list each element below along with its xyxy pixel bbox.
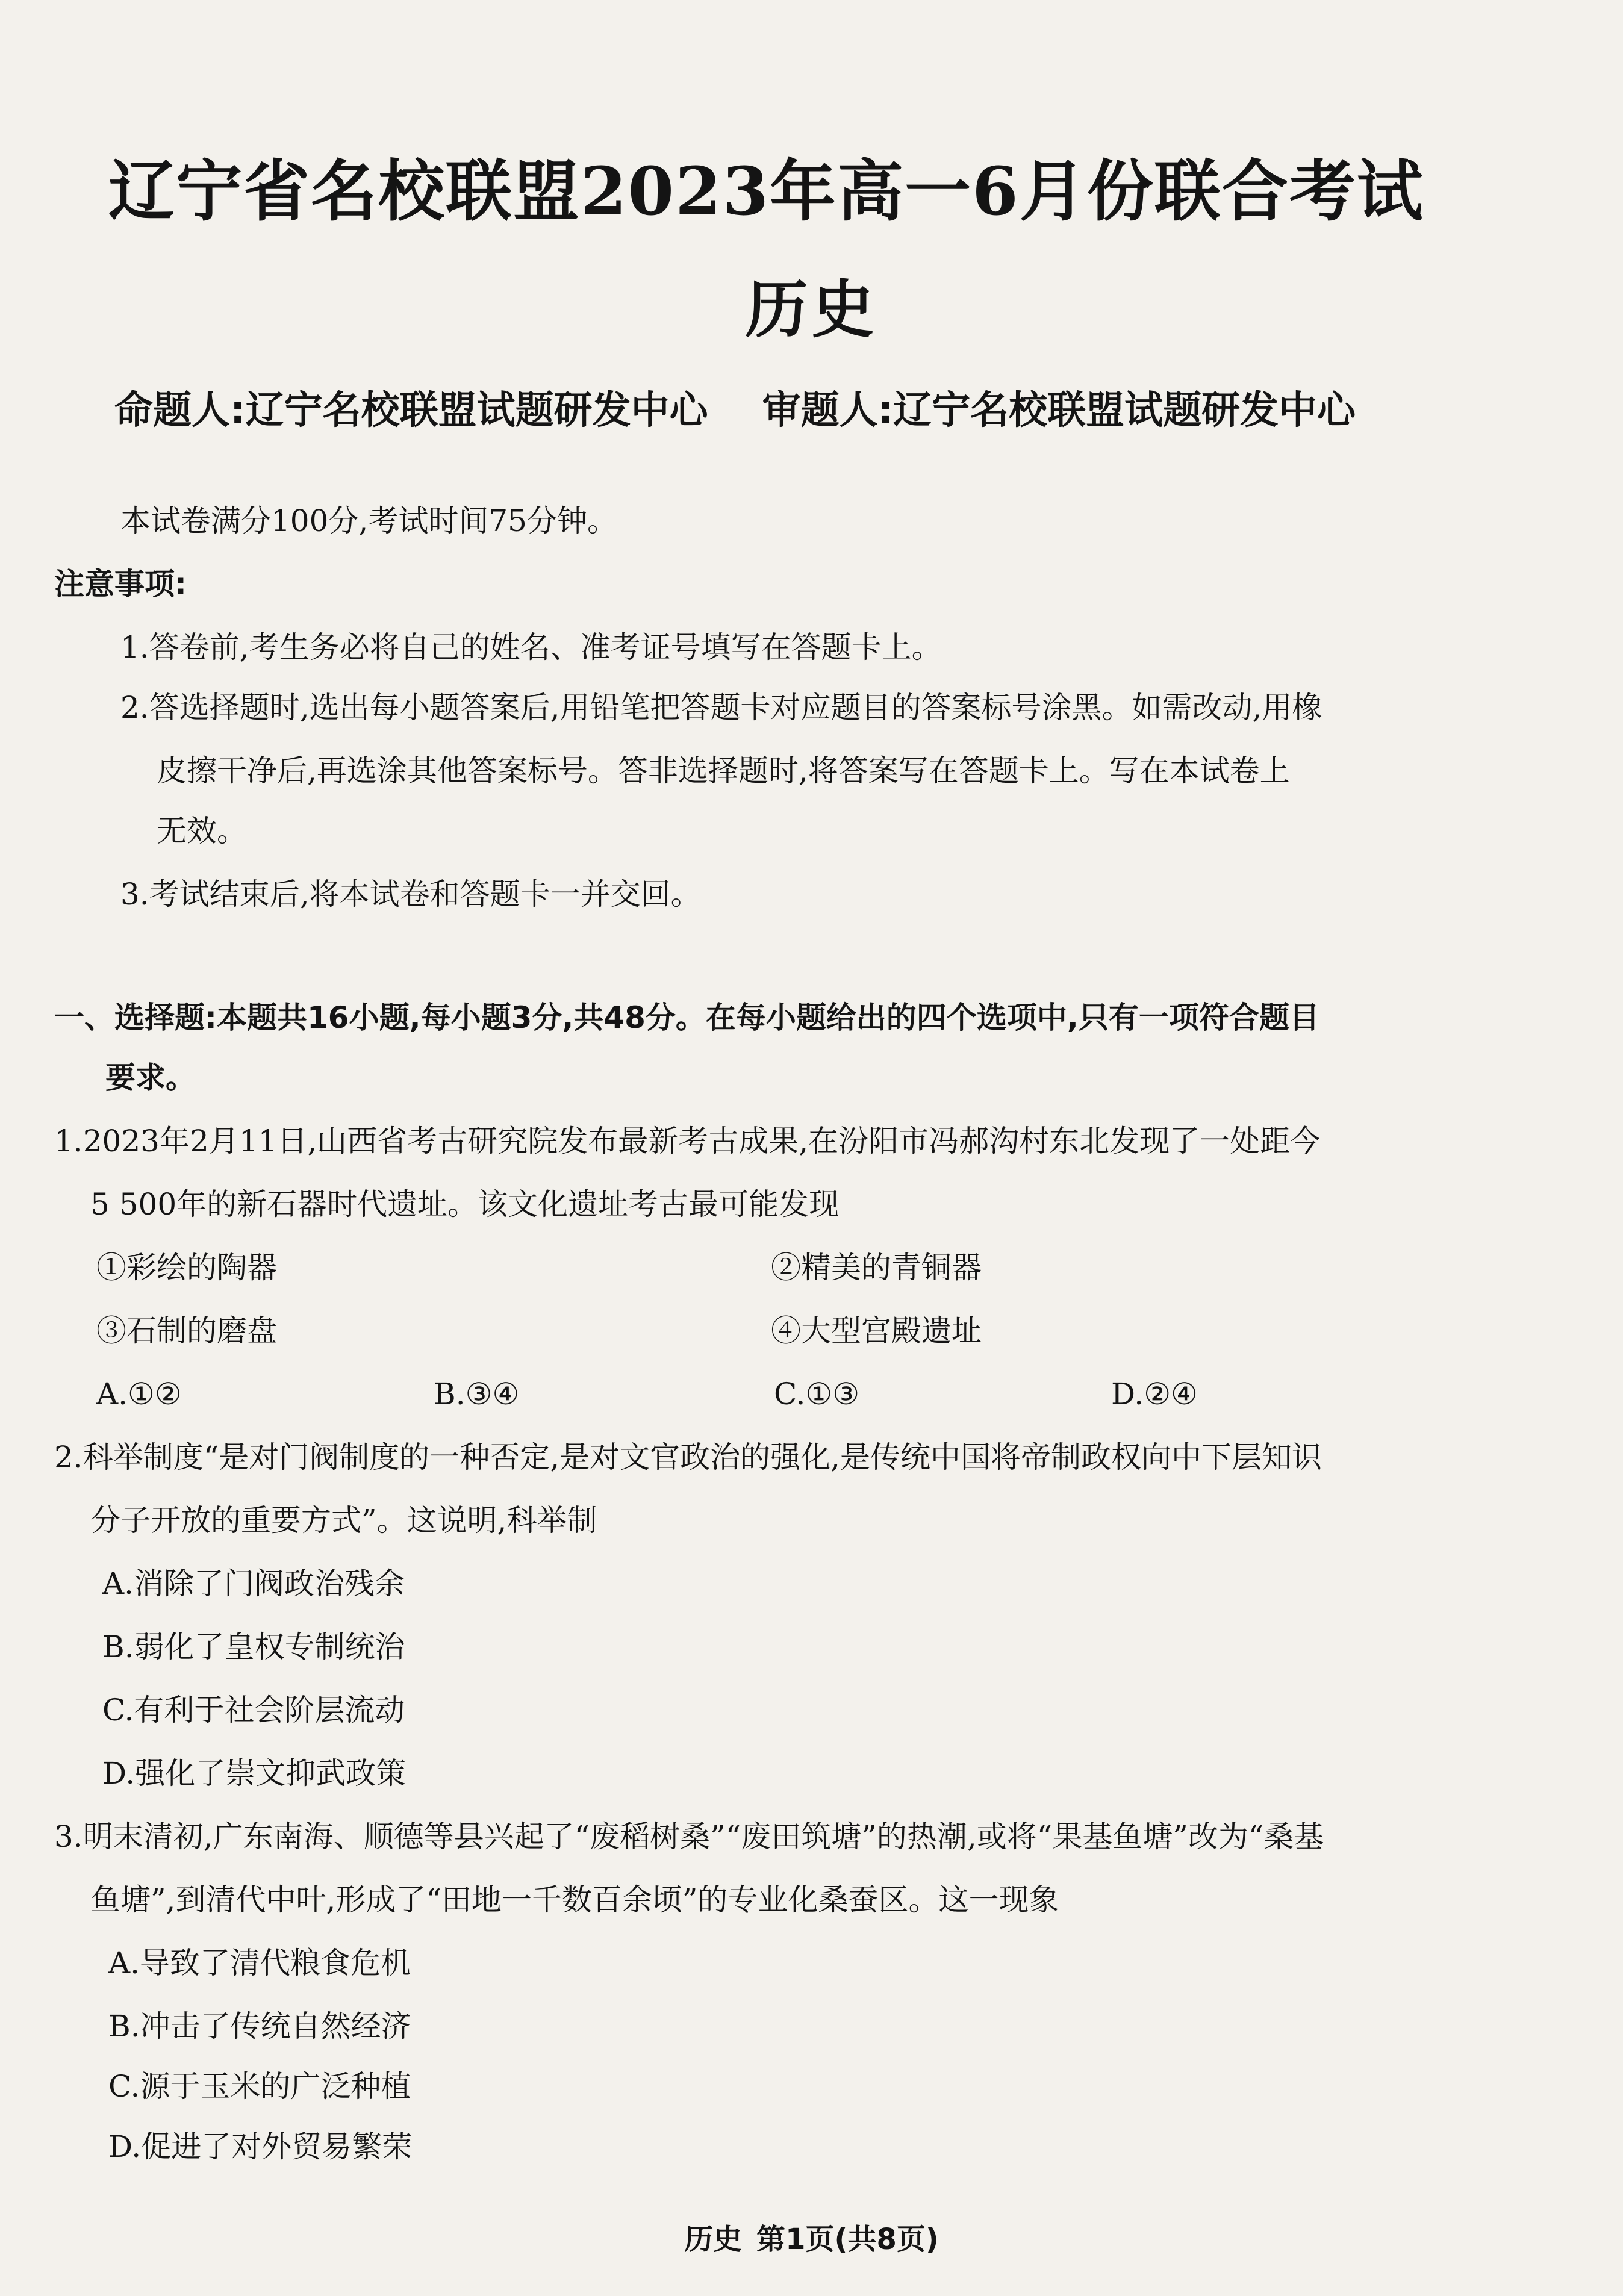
q3-option-d: D.促进了对外贸易繁荣 — [108, 2129, 413, 2164]
exam-title: 辽宁省名校联盟2023年高一6月份联合考试 — [108, 152, 1424, 230]
section-1-heading: 一、选择题:本题共16小题,每小题3分,共48分。在每小题给出的四个选项中,只有一项符合题目 — [54, 1000, 1319, 1035]
authors-line — [114, 379, 1356, 435]
q1-option-a: A.①② — [96, 1377, 182, 1411]
section-1-heading-cont: 要求。 — [105, 1060, 196, 1095]
q2-stem-line-1: 2.科举制度“是对门阀制度的一种否定,是对文官政治的强化,是传统中国将帝制政权向中下层知识 — [54, 1440, 1322, 1475]
notice-item-2-line-2: 皮擦干净后,再选涂其他答案标号。答非选择题时,将答案写在答题卡上。写在本试卷上 — [157, 753, 1290, 788]
page-footer — [0, 2216, 1623, 2257]
q1-option-d: D.②④ — [1111, 1377, 1198, 1411]
notice-item-1: 1.答卷前,考生务必将自己的姓名、准考证号填写在答题卡上。 — [120, 630, 942, 665]
notice-item-2-line-1: 2.答选择题时,选出每小题答案后,用铅笔把答题卡对应题目的答案标号涂黑。如需改动,用橡 — [120, 690, 1322, 725]
footer-page-number: 第1页(共8页) — [756, 2223, 939, 2256]
q3-option-a: A.导致了清代粮食危机 — [108, 1946, 411, 1980]
subject-heading: 历史 — [745, 272, 878, 346]
q2-option-c: C.有利于社会阶层流动 — [102, 1693, 405, 1728]
setter-label: 命题人:辽宁名校联盟试题研发中心 — [114, 388, 708, 433]
q3-option-b: B.冲击了传统自然经济 — [108, 2009, 411, 2044]
notice-item-2-line-3: 无效。 — [157, 814, 247, 848]
q1-option-b: B.③④ — [434, 1377, 520, 1411]
notice-item-3: 3.考试结束后,将本试卷和答题卡一并交回。 — [120, 877, 701, 912]
reviewer-label: 审题人:辽宁名校联盟试题研发中心 — [762, 388, 1356, 433]
q1-item-2: ②精美的青铜器 — [771, 1250, 982, 1285]
q1-item-4: ④大型宫殿遗址 — [771, 1313, 982, 1348]
q3-stem-line-1: 3.明末清初,广东南海、顺德等县兴起了“废稻树桑”“废田筑塘”的热潮,或将“果基鱼塘”改为“桑基 — [54, 1819, 1324, 1854]
notice-heading: 注意事项: — [54, 567, 187, 602]
q2-option-a: A.消除了门阀政治残余 — [102, 1566, 405, 1601]
q1-item-3: ③石制的磨盘 — [96, 1313, 277, 1348]
footer-subject: 历史 — [684, 2223, 743, 2256]
q1-stem-line-2: 5 500年的新石器时代遗址。该文化遗址考古最可能发现 — [90, 1187, 840, 1222]
q1-item-1: ①彩绘的陶器 — [96, 1250, 277, 1285]
q2-option-d: D.强化了崇文抑武政策 — [102, 1756, 407, 1791]
q3-option-c: C.源于玉米的广泛种植 — [108, 2069, 411, 2104]
q1-option-c: C.①③ — [774, 1377, 860, 1411]
intro-text: 本试卷满分100分,考试时间75分钟。 — [120, 503, 617, 538]
q2-option-b: B.弱化了皇权专制统治 — [102, 1629, 405, 1664]
q2-stem-line-2: 分子开放的重要方式”。这说明,科举制 — [90, 1503, 597, 1538]
q1-stem-line-1: 1.2023年2月11日,山西省考古研究院发布最新考古成果,在汾阳市冯郝沟村东北发现了一处距今 — [54, 1124, 1321, 1159]
q3-stem-line-2: 鱼塘”,到清代中叶,形成了“田地一千数百余顷”的专业化桑蚕区。这一现象 — [90, 1882, 1059, 1917]
